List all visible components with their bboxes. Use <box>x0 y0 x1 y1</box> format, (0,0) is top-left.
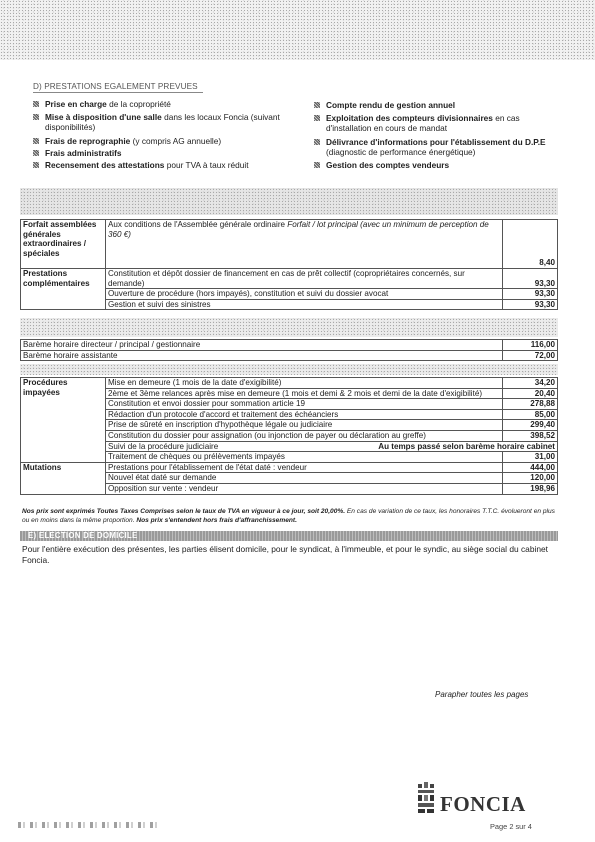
cell-text: Barème horaire directeur / principal / gestionnaire <box>21 340 503 351</box>
presta-label: Prestations complémentaires <box>21 269 106 310</box>
cell-text: Constitution et dépôt dossier de financement en cas de prêt collectif (copropriétaires concernés, sur demande) <box>106 269 503 289</box>
election-title-bar <box>20 531 558 541</box>
cell-text: Rédaction d'un protocole d'accord et traitement des échéanciers <box>106 409 503 420</box>
list-item: Recensement des attestations pour TVA à taux réduit <box>33 160 305 170</box>
cell-text: Prestations pour l'établissement de l'état daté : vendeur <box>106 462 503 473</box>
cell-amount: 278,88 <box>503 399 558 410</box>
table-row <box>21 269 558 289</box>
cell-text: Barème horaire assistante <box>21 350 503 361</box>
bullet-icon <box>314 139 320 145</box>
table-row <box>21 340 558 351</box>
cell-amount: 444,00 <box>503 462 558 473</box>
scan-header-band <box>0 0 595 60</box>
parapher-note: Parapher toutes les pages <box>435 690 529 699</box>
cell-amount: 198,96 <box>503 483 558 494</box>
cell-amount: 34,20 <box>503 378 558 389</box>
table-row <box>21 350 558 361</box>
section-title: D) PRESTATIONS EGALEMENT PREVUES <box>33 82 198 91</box>
tariff-table <box>20 219 558 310</box>
cell-amount: 116,00 <box>503 340 558 351</box>
table-row <box>21 462 558 473</box>
cell-amount: Au temps passé selon barème horaire cabinet <box>378 441 555 451</box>
list-item: Exploitation des compteurs divisionnaires en cas d'installation en cours de mandat <box>314 113 562 133</box>
bullet-icon <box>33 138 39 144</box>
list-item: Délivrance d'informations pour l'établissement du D.P.E (diagnostic de performance énergétique) <box>314 137 562 157</box>
list-item: Gestion des comptes vendeurs <box>314 160 562 170</box>
procedures-table <box>20 377 558 495</box>
cell-amount: 120,00 <box>503 473 558 484</box>
table-row <box>21 220 558 269</box>
bullet-icon <box>314 102 320 108</box>
cell-amount: 72,00 <box>503 350 558 361</box>
list-item: Mise à disposition d'une salle dans les locaux Foncia (suivant disponibilités) <box>33 112 305 132</box>
mutations-label: Mutations <box>21 462 106 494</box>
cell-amount: 93,30 <box>503 289 558 300</box>
cell-text: Suivi de la procédure judiciaire Au temps passé selon barème horaire cabinet <box>106 441 558 452</box>
brand-name: FONCIA <box>440 792 526 816</box>
cell-text: Nouvel état daté sur demande <box>106 473 503 484</box>
forfait-text: Aux conditions de l'Assemblée générale ordinaire Forfait / lot principal (avec un minimum de perception de 360 €) <box>106 220 503 269</box>
election-text: Pour l'entière exécution des présentes, les parties élisent domicile, pour le syndicat, à l'immeuble, et pour le syndic, au siège social du cabinet Foncia. <box>22 544 548 565</box>
cell-amount: 93,30 <box>503 269 558 289</box>
table-row <box>21 378 558 389</box>
cell-text: Traitement de chèques ou prélèvements impayés <box>106 452 503 463</box>
bullet-icon <box>314 115 320 121</box>
cell-amount: 299,40 <box>503 420 558 431</box>
cell-text: Constitution et envoi dossier pour sommation article 19 <box>106 399 503 410</box>
cell-text: Gestion et suivi des sinistres <box>106 299 503 310</box>
page-number: Page 2 sur 4 <box>490 822 532 831</box>
foncia-logo <box>416 780 556 820</box>
bareme-table <box>20 339 558 361</box>
table-gap-band <box>20 364 558 375</box>
table-gap-band <box>20 318 558 337</box>
forfait-amount: 8,40 <box>503 220 558 269</box>
cell-amount: 398,52 <box>503 430 558 441</box>
list-item: Frais de reprographie (y compris AG annuelle) <box>33 136 305 146</box>
footnote: Nos prix sont exprimés Toutes Taxes Comprises selon le taux de TVA en vigueur à ce jour, soit 20,00%. En cas de variation de ce taux, les honoraires T.T.C. évolueront en plus ou en moins dans la même proportion. Nos prix s'entendent hors frais d'affranchissement. <box>22 508 555 524</box>
list-item: Frais administratifs <box>33 148 305 158</box>
cell-amount: 20,40 <box>503 388 558 399</box>
cell-text: Mise en demeure (1 mois de la date d'exigibilité) <box>106 378 503 389</box>
cell-text: Prise de sûreté en inscription d'hypothèque légale ou judiciaire <box>106 420 503 431</box>
forfait-label: Forfait assemblées générales extraordinaires / spéciales <box>21 220 106 269</box>
list-item: Prise en charge de la copropriété <box>33 99 305 109</box>
bullet-icon <box>33 114 39 120</box>
bullet-icon <box>314 162 320 168</box>
bullet-icon <box>33 162 39 168</box>
cell-amount: 85,00 <box>503 409 558 420</box>
procedures-label: Procédures impayées <box>21 378 106 463</box>
cell-text: Opposition sur vente : vendeur <box>106 483 503 494</box>
cell-amount: 31,00 <box>503 452 558 463</box>
table-header-band <box>20 188 558 215</box>
scan-footer-strip <box>18 822 158 828</box>
bullet-icon <box>33 101 39 107</box>
cell-text: Constitution du dossier pour assignation (ou injonction de payer ou déclaration au greffe) <box>106 430 503 441</box>
election-title: E) ELECTION DE DOMICILE <box>28 531 138 540</box>
cell-amount: 93,30 <box>503 299 558 310</box>
cell-text: 2ème et 3ème relances après mise en demeure (1 mois et demi & 2 mois et demi de la date d'exigibilité) <box>106 388 503 399</box>
section-title-underline <box>33 92 203 93</box>
cell-text: Ouverture de procédure (hors impayés), constitution et suivi du dossier avocat <box>106 289 503 300</box>
list-item: Compte rendu de gestion annuel <box>314 100 562 110</box>
bullet-icon <box>33 150 39 156</box>
